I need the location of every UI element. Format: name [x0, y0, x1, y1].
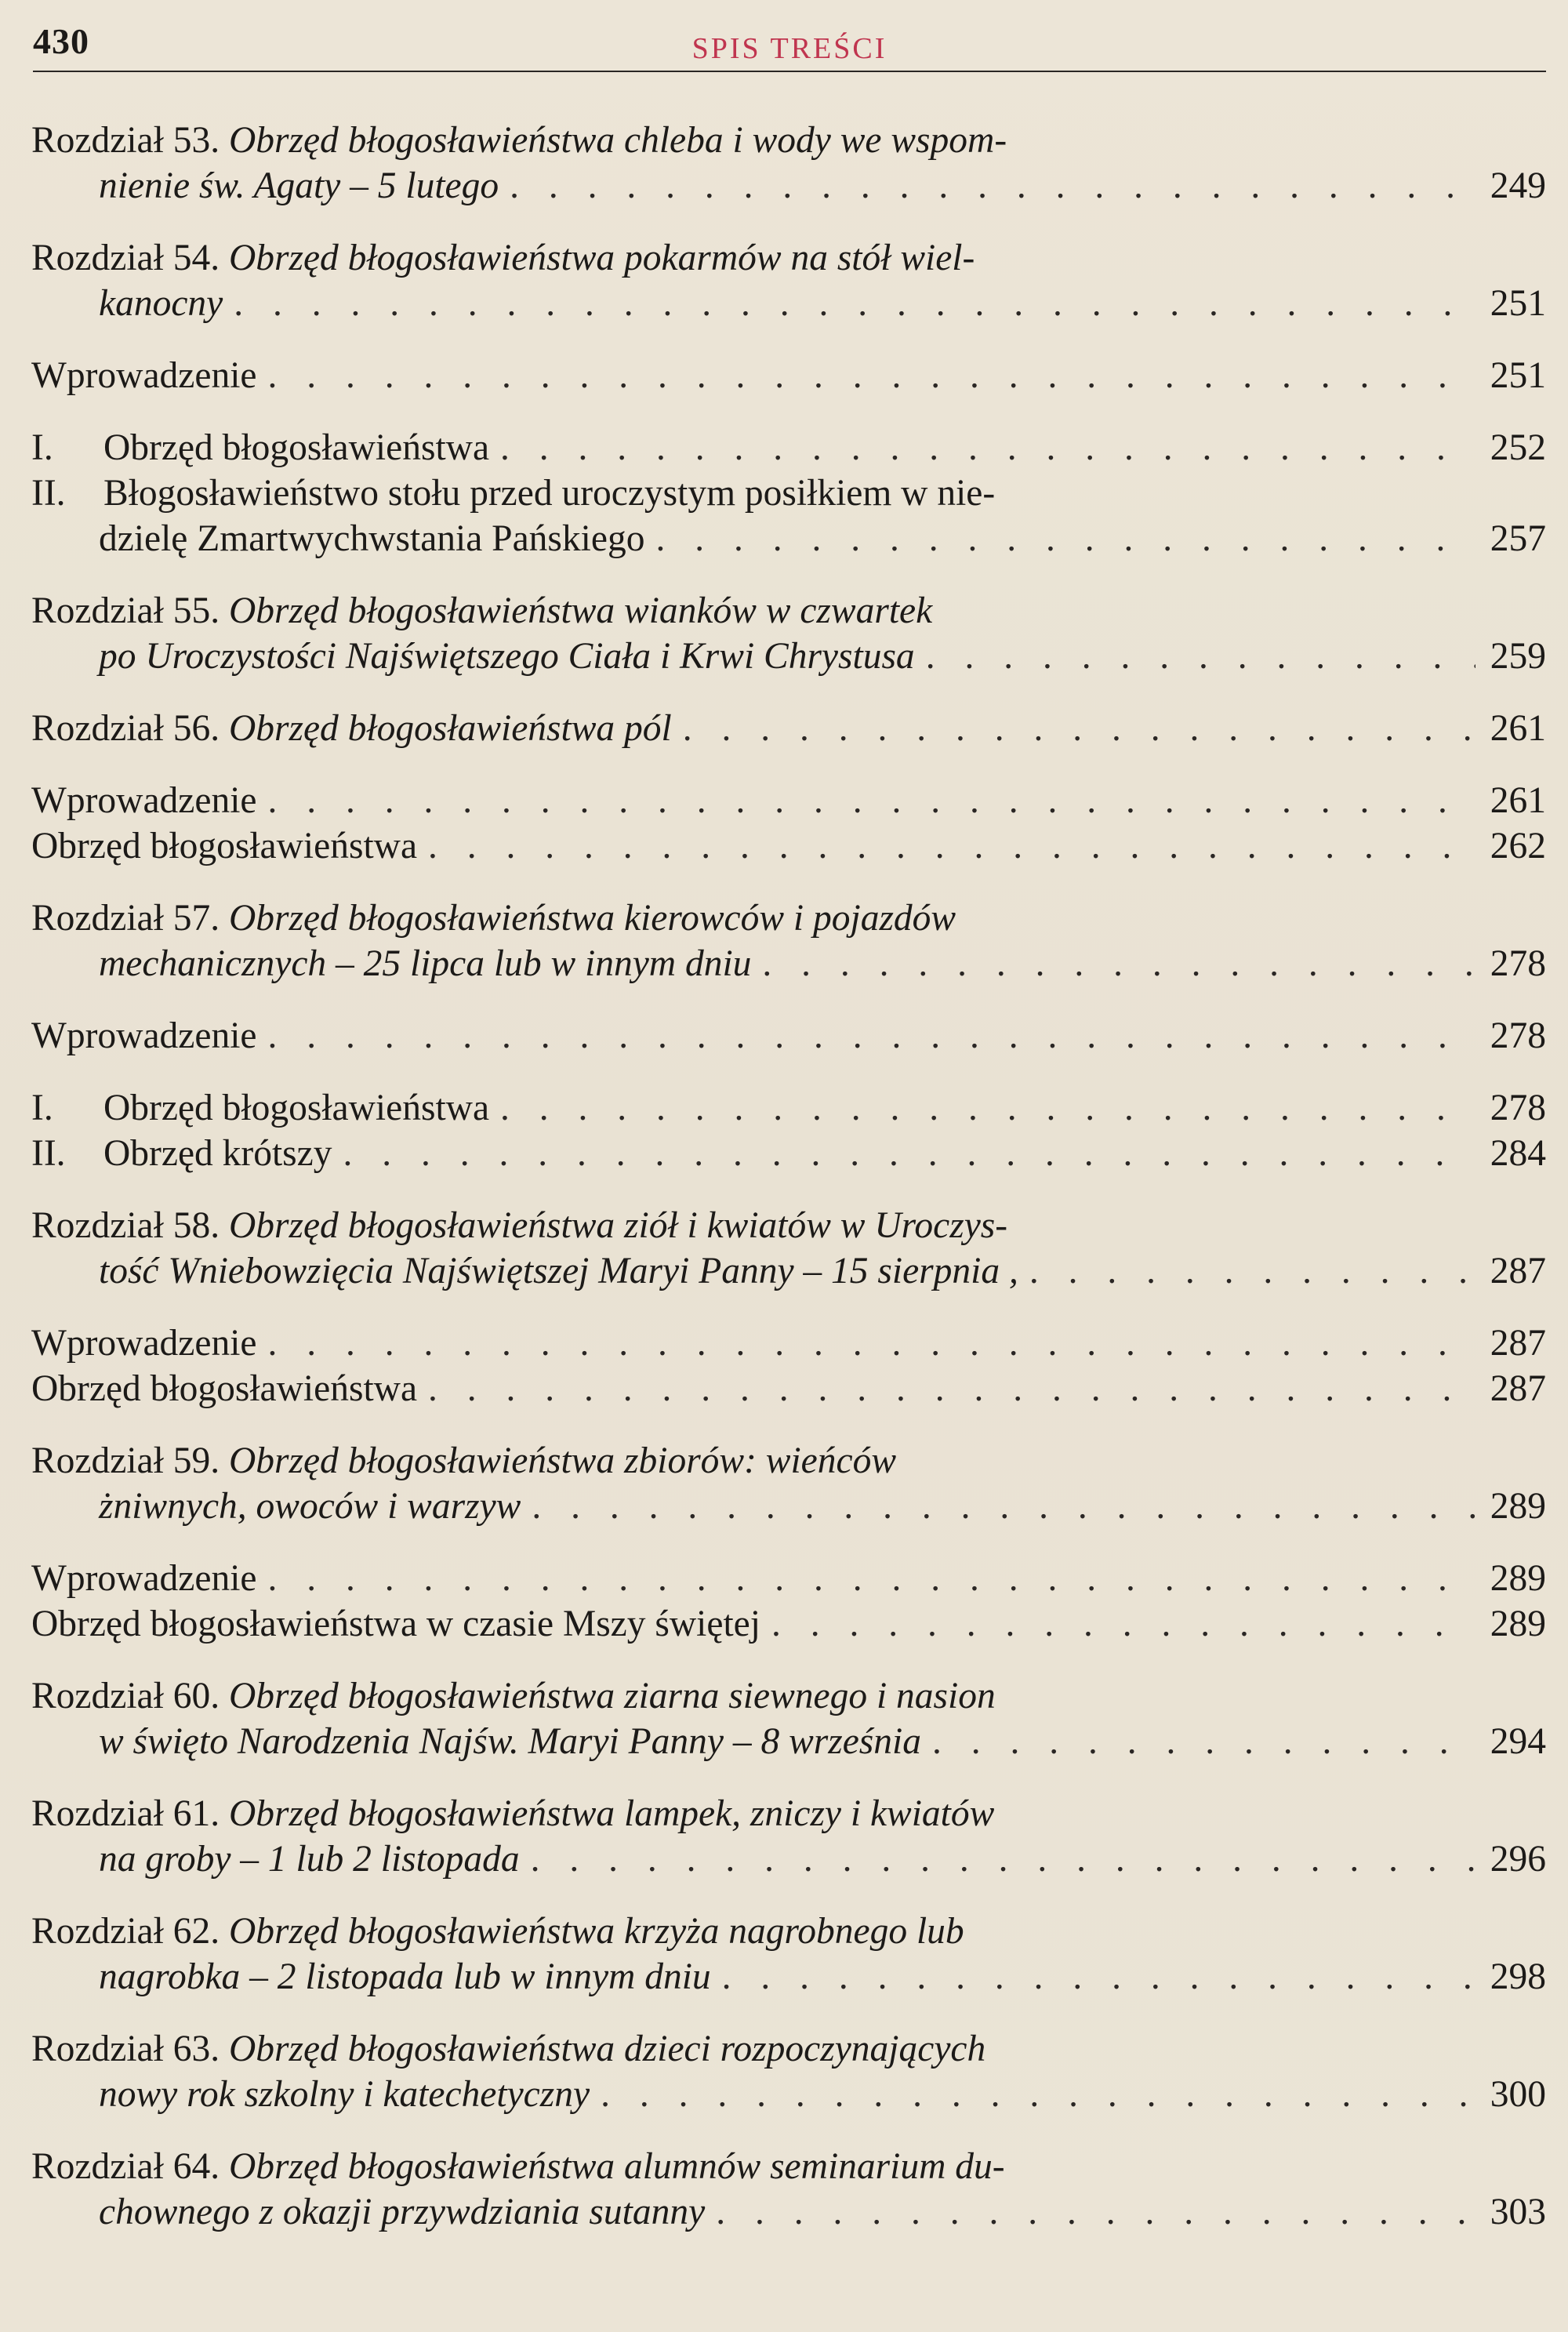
chapter-title: żniwnych, owoców i warzyw — [99, 1486, 521, 1527]
section-title: Wprowadzenie — [31, 1558, 257, 1599]
toc-entry — [31, 2144, 1546, 2235]
chapter-title: Obrzęd błogosławieństwa ziół i kwiatów w Uroczys- — [228, 1205, 1008, 1246]
chapter-title: Obrzęd błogosławieństwa kierowców i pojazdów — [228, 898, 956, 939]
chapter-title: w święto Narodzenia Najśw. Maryi Panny – 8 września — [99, 1721, 921, 1762]
chapter-title: nowy rok szkolny i katechetyczny — [99, 2074, 590, 2115]
chapter-label: Rozdział 58. — [31, 1205, 229, 1246]
page-ref: 300 — [1490, 2074, 1546, 2115]
section-title: Obrzęd błogosławieństwa w czasie Mszy świętej — [31, 1604, 760, 1644]
dot-leader — [234, 281, 1475, 326]
toc-entry — [31, 1013, 1546, 1059]
toc-line — [31, 425, 1546, 470]
toc-entry — [31, 235, 1546, 326]
dot-leader — [267, 1320, 1475, 1366]
toc-entry — [31, 2026, 1546, 2117]
page-ref: 287 — [1490, 1323, 1546, 1364]
dot-leader — [428, 823, 1475, 869]
toc-entry — [31, 1791, 1546, 1882]
section-number: I. — [31, 1088, 53, 1128]
toc-line — [31, 1438, 1546, 1484]
dot-leader — [267, 353, 1475, 398]
dot-leader — [762, 941, 1475, 986]
toc-entry — [31, 353, 1546, 398]
toc-entry — [31, 895, 1546, 986]
toc-line-text — [31, 778, 256, 823]
toc-line — [31, 706, 1546, 751]
toc-entry — [31, 1203, 1546, 1294]
toc-entry — [31, 778, 1546, 869]
dot-leader — [771, 1601, 1475, 1647]
chapter-label: Rozdział 54. — [31, 238, 229, 278]
chapter-title: Obrzęd błogosławieństwa zbiorów: wieńców — [228, 1440, 897, 1481]
chapter-title: nienie św. Agaty – 5 lutego — [99, 165, 499, 206]
toc-line-text — [31, 425, 489, 470]
toc-line-text — [99, 2072, 590, 2117]
chapter-title: Obrzęd błogosławieństwa alumnów seminarium du- — [228, 2146, 1005, 2187]
toc-line-text — [31, 353, 256, 398]
chapter-title: Obrzęd błogosławieństwa pokarmów na stół wiel- — [228, 238, 975, 278]
dot-leader — [531, 1836, 1475, 1882]
toc-line-text — [99, 634, 915, 679]
toc-line — [31, 588, 1546, 634]
toc-line — [31, 1909, 1546, 1954]
page-ref: 261 — [1490, 708, 1546, 749]
page-ref: 259 — [1490, 636, 1546, 677]
chapter-label: Rozdział 57. — [31, 898, 229, 939]
toc-entry — [31, 1085, 1546, 1176]
toc-line — [31, 2026, 1546, 2072]
page-ref: 261 — [1490, 780, 1546, 821]
toc-line — [31, 1366, 1546, 1411]
page-ref: 249 — [1490, 165, 1546, 206]
dot-leader — [655, 516, 1475, 561]
chapter-title: Obrzęd błogosławieństwa lampek, zniczy i kwiatów — [228, 1793, 995, 1834]
dot-leader — [510, 163, 1475, 209]
dot-leader — [601, 2072, 1475, 2117]
toc-line-text — [99, 2189, 705, 2235]
dot-leader — [932, 1719, 1475, 1764]
toc-line — [31, 1248, 1546, 1294]
toc-line-text — [31, 588, 932, 634]
toc-line-text — [31, 1556, 256, 1601]
dot-leader — [267, 778, 1475, 823]
section-title: Obrzęd krótszy — [103, 1133, 332, 1174]
toc-line — [31, 353, 1546, 398]
toc-line-text — [99, 1484, 521, 1529]
toc-line — [31, 1013, 1546, 1059]
section-title: Wprowadzenie — [31, 1015, 257, 1056]
section-number: I. — [31, 427, 53, 468]
toc-line-text — [99, 1248, 1018, 1294]
toc-entry — [31, 1320, 1546, 1411]
toc-line — [31, 895, 1546, 941]
toc-line-text — [31, 235, 975, 281]
page-header — [33, 14, 1546, 72]
toc-entry — [31, 118, 1546, 209]
toc-line — [31, 1673, 1546, 1719]
dot-leader — [532, 1484, 1475, 1529]
page-ref: 284 — [1490, 1133, 1546, 1174]
page-ref: 298 — [1490, 1956, 1546, 1997]
toc-entry — [31, 1673, 1546, 1764]
toc-line-text — [31, 1438, 896, 1484]
toc-entry — [31, 1909, 1546, 2000]
page-ref: 251 — [1490, 355, 1546, 396]
toc-line — [31, 1203, 1546, 1248]
toc-line — [31, 2189, 1546, 2235]
toc-line-text — [31, 1013, 256, 1059]
toc-line — [31, 235, 1546, 281]
toc-line — [31, 941, 1546, 986]
toc-line-text — [31, 1085, 489, 1131]
toc-entry — [31, 1556, 1546, 1647]
section-number: II. — [31, 1133, 66, 1174]
chapter-title: Obrzęd błogosławieństwa chleba i wody we wspom- — [228, 120, 1007, 161]
table-of-contents — [31, 118, 1546, 2235]
chapter-label: Rozdział 61. — [31, 1793, 229, 1834]
toc-line-text — [31, 2144, 1005, 2189]
section-title: Wprowadzenie — [31, 355, 257, 396]
toc-line-text — [99, 1836, 520, 1882]
toc-line-text — [31, 1203, 1007, 1248]
page-ref: 287 — [1490, 1368, 1546, 1409]
dot-leader — [500, 1085, 1475, 1131]
toc-line — [31, 281, 1546, 326]
page-ref: 278 — [1490, 943, 1546, 984]
dot-leader — [1029, 1248, 1475, 1294]
page-ref: 303 — [1490, 2192, 1546, 2232]
page-ref: 287 — [1490, 1251, 1546, 1291]
page-number: 430 — [33, 21, 89, 61]
chapter-label: Rozdział 55. — [31, 590, 229, 631]
dot-leader — [428, 1366, 1475, 1411]
toc-line-text — [31, 1131, 332, 1176]
page-ref: 262 — [1490, 826, 1546, 866]
section-title: Wprowadzenie — [31, 1323, 257, 1364]
toc-line — [31, 2144, 1546, 2189]
section-title: Obrzęd błogosławieństwa — [31, 826, 418, 866]
toc-line — [31, 1836, 1546, 1882]
section-title: Wprowadzenie — [31, 780, 257, 821]
chapter-title: Obrzęd błogosławieństwa krzyża nagrobnego lub — [228, 1911, 964, 1952]
toc-line — [31, 1556, 1546, 1601]
section-title: Obrzęd błogosławieństwa — [103, 1088, 490, 1128]
toc-line-text — [31, 470, 995, 516]
chapter-title: chownego z okazji przywdziania sutanny — [99, 2192, 706, 2232]
toc-entry — [31, 706, 1546, 751]
toc-line-text — [31, 823, 417, 869]
toc-line-text — [31, 1601, 760, 1647]
toc-entry — [31, 588, 1546, 679]
page-ref: 278 — [1490, 1088, 1546, 1128]
toc-line — [31, 470, 1546, 516]
chapter-label: Rozdział 62. — [31, 1911, 229, 1952]
dot-leader — [716, 2189, 1475, 2235]
toc-line-text — [99, 163, 499, 209]
section-title: Błogosławieństwo stołu przed uroczystym posiłkiem w nie- — [103, 473, 996, 514]
toc-line — [31, 1791, 1546, 1836]
section-title: Obrzęd błogosławieństwa — [103, 427, 490, 468]
toc-entry — [31, 425, 1546, 561]
chapter-label: Rozdział 59. — [31, 1440, 229, 1481]
toc-line-text — [31, 1909, 964, 1954]
running-head: SPIS TREŚCI — [691, 32, 887, 65]
dot-leader — [926, 634, 1475, 679]
chapter-label: Rozdział 53. — [31, 120, 229, 161]
section-title: Obrzęd błogosławieństwa — [31, 1368, 418, 1409]
toc-line — [31, 118, 1546, 163]
toc-line-text — [99, 516, 644, 561]
toc-line-text — [31, 706, 672, 751]
toc-line — [31, 1484, 1546, 1529]
page-ref: 251 — [1490, 283, 1546, 324]
dot-leader — [722, 1954, 1475, 2000]
page-ref: 278 — [1490, 1015, 1546, 1056]
dot-leader — [343, 1131, 1476, 1176]
toc-line — [31, 1320, 1546, 1366]
toc-line-text — [31, 1791, 994, 1836]
chapter-title: mechanicznych – 25 lipca lub w innym dniu — [99, 943, 752, 984]
toc-line — [31, 163, 1546, 209]
toc-line — [31, 516, 1546, 561]
dot-leader — [267, 1013, 1475, 1059]
section-number: II. — [31, 473, 66, 514]
toc-line-text — [31, 895, 956, 941]
toc-line — [31, 1131, 1546, 1176]
page-ref: 294 — [1490, 1721, 1546, 1762]
toc-line-text — [31, 2026, 985, 2072]
chapter-title: kanocny — [99, 283, 223, 324]
section-title: dzielę Zmartwychwstania Pańskiego — [99, 518, 645, 559]
toc-line — [31, 823, 1546, 869]
dot-leader — [500, 425, 1475, 470]
chapter-title: po Uroczystości Najświętszego Ciała i Krwi Chrystusa — [99, 636, 915, 677]
toc-line — [31, 1719, 1546, 1764]
toc-line-text — [99, 941, 751, 986]
toc-line — [31, 1085, 1546, 1131]
page-ref: 257 — [1490, 518, 1546, 559]
chapter-title: tość Wniebowzięcia Najświętszej Maryi Panny – 15 sierpnia , — [99, 1251, 1018, 1291]
toc-line-text — [31, 118, 1007, 163]
page-ref: 289 — [1490, 1486, 1546, 1527]
page-ref: 289 — [1490, 1558, 1546, 1599]
toc-line — [31, 2072, 1546, 2117]
page-ref: 252 — [1490, 427, 1546, 468]
toc-entry — [31, 1438, 1546, 1529]
toc-line — [31, 778, 1546, 823]
toc-line-text — [31, 1320, 256, 1366]
toc-line-text — [31, 1366, 417, 1411]
dot-leader — [683, 706, 1475, 751]
chapter-title: Obrzęd błogosławieństwa ziarna siewnego i nasion — [228, 1676, 996, 1716]
chapter-title: Obrzęd błogosławieństwa pól — [228, 708, 672, 749]
toc-line-text — [31, 1673, 996, 1719]
page-ref: 289 — [1490, 1604, 1546, 1644]
chapter-label: Rozdział 56. — [31, 708, 229, 749]
chapter-title: na groby – 1 lub 2 listopada — [99, 1839, 520, 1880]
chapter-title: Obrzęd błogosławieństwa dzieci rozpoczynających — [228, 2029, 986, 2069]
chapter-label: Rozdział 63. — [31, 2029, 229, 2069]
toc-line — [31, 634, 1546, 679]
toc-line-text — [99, 281, 223, 326]
toc-line — [31, 1601, 1546, 1647]
toc-line-text — [99, 1719, 921, 1764]
page-ref: 296 — [1490, 1839, 1546, 1880]
chapter-title: nagrobka – 2 listopada lub w innym dniu — [99, 1956, 711, 1997]
chapter-label: Rozdział 64. — [31, 2146, 229, 2187]
toc-line-text — [99, 1954, 711, 2000]
chapter-title: Obrzęd błogosławieństwa wianków w czwartek — [228, 590, 933, 631]
toc-line — [31, 1954, 1546, 2000]
chapter-label: Rozdział 60. — [31, 1676, 229, 1716]
dot-leader — [267, 1556, 1475, 1601]
